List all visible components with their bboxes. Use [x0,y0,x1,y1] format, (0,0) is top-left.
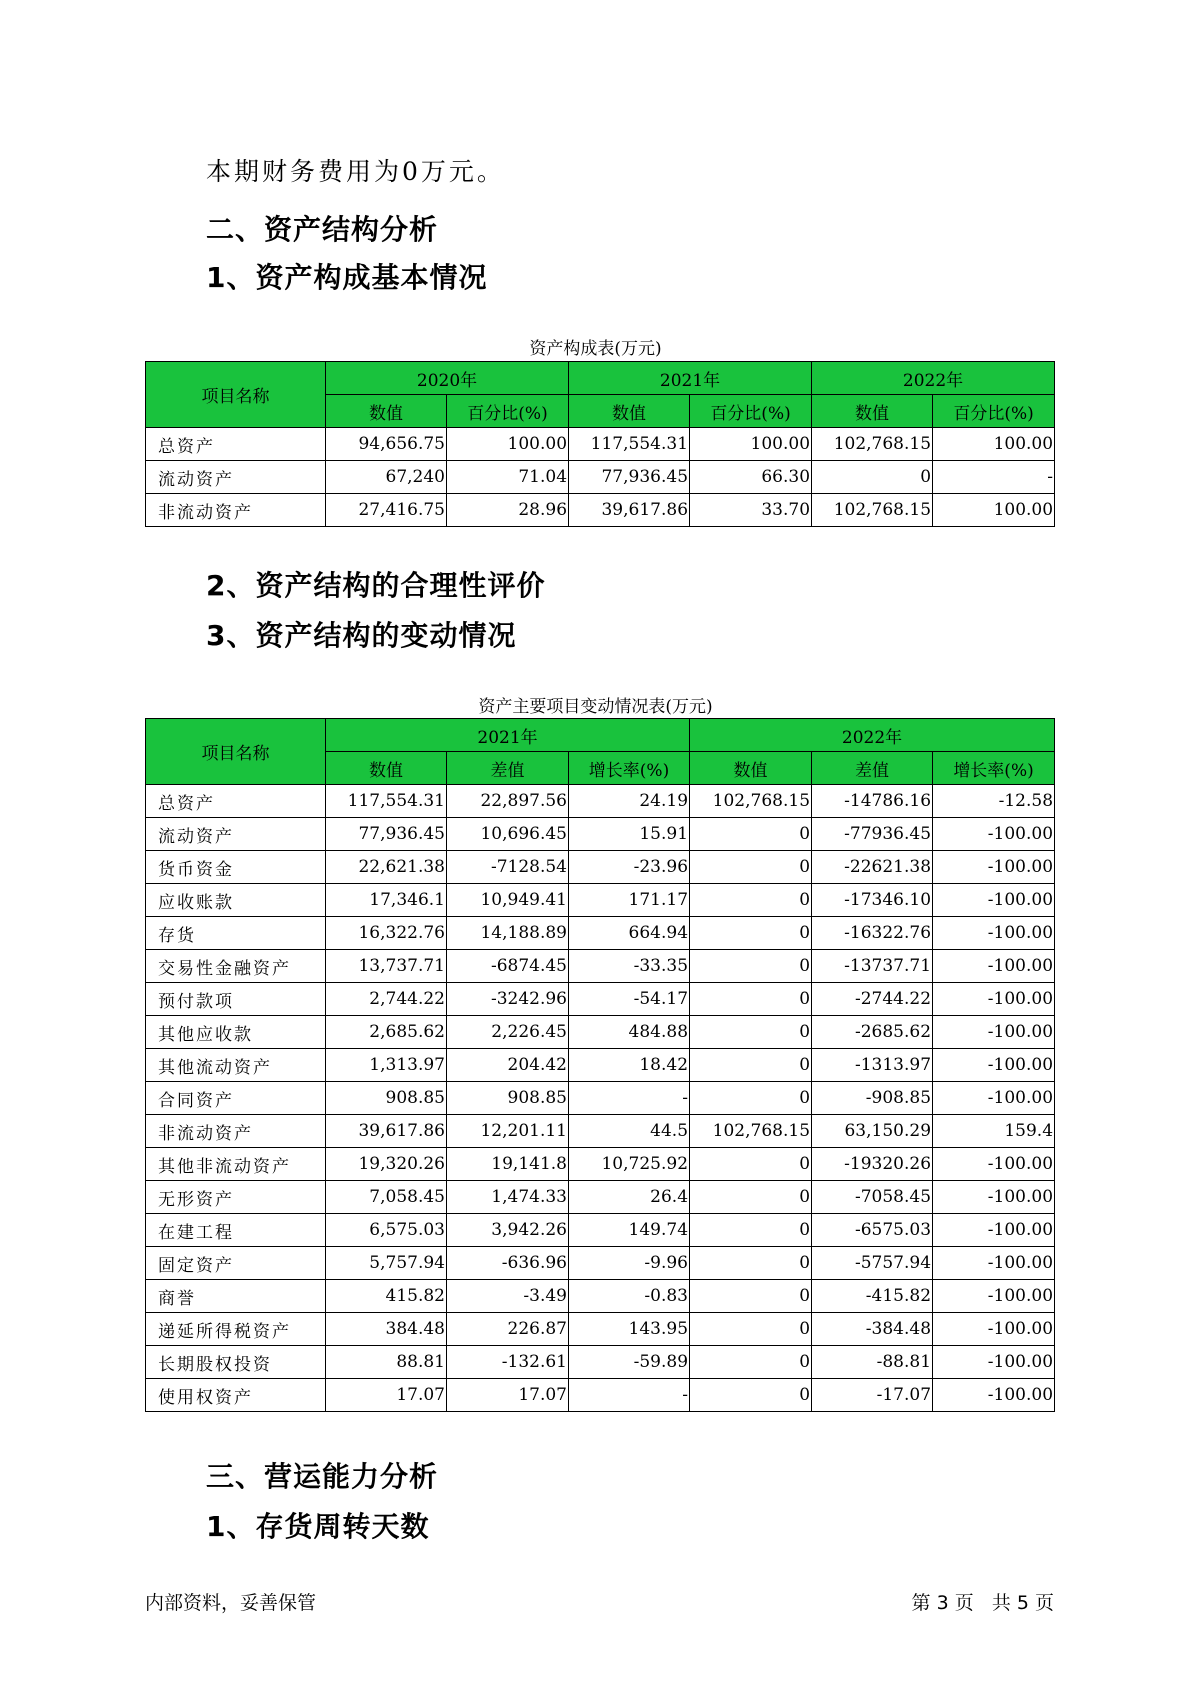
subheading-structure-reasonableness: 2、资产结构的合理性评价 [206,569,546,602]
cell-v2021: 39,617.86 [569,494,690,527]
table2-growth-header: 增长率(%) [933,752,1055,785]
cell-v2022: 0 [690,1346,812,1379]
cell-v2022: 0 [812,461,933,494]
table2-diff-header: 差值 [812,752,933,785]
cell-d2021: 2,226.45 [447,1016,569,1049]
cell-v2021: 2,685.62 [326,1016,447,1049]
row-label: 在建工程 [146,1214,326,1247]
cell-g2022: -100.00 [933,983,1055,1016]
table2-growth-header: 增长率(%) [569,752,690,785]
cell-g2021: 44.5 [569,1115,690,1148]
cell-g2022: -100.00 [933,1280,1055,1313]
table2-row [146,1247,1055,1280]
cell-v2022: 0 [690,1379,812,1412]
cell-g2022: -12.58 [933,785,1055,818]
cell-d2021: 17.07 [447,1379,569,1412]
cell-g2022: 159.4 [933,1115,1055,1148]
cell-g2021: -23.96 [569,851,690,884]
cell-v2022: 0 [690,1247,812,1280]
cell-p2021: 33.70 [690,494,812,527]
cell-d2021: 19,141.8 [447,1148,569,1181]
cell-v2022: 0 [690,950,812,983]
cell-d2021: 226.87 [447,1313,569,1346]
cell-v2022: 0 [690,1082,812,1115]
table2-row [146,1049,1055,1082]
cell-g2021: - [569,1379,690,1412]
cell-v2021: 19,320.26 [326,1148,447,1181]
table2-row [146,983,1055,1016]
cell-v2021: 17.07 [326,1379,447,1412]
cell-v2021: 88.81 [326,1346,447,1379]
cell-g2021: 24.19 [569,785,690,818]
table1-value-header: 数值 [569,395,690,428]
cell-d2022: -6575.03 [812,1214,933,1247]
cell-p2020: 28.96 [447,494,569,527]
table2-row [146,1148,1055,1181]
cell-v2021: 1,313.97 [326,1049,447,1082]
cell-d2022: -77936.45 [812,818,933,851]
cell-d2022: -17346.10 [812,884,933,917]
cell-v2022: 0 [690,983,812,1016]
row-label: 流动资产 [146,461,326,494]
cell-p2022: - [933,461,1055,494]
cell-g2021: 143.95 [569,1313,690,1346]
cell-d2021: 12,201.11 [447,1115,569,1148]
cell-d2022: -1313.97 [812,1049,933,1082]
table2-value-header: 数值 [326,752,447,785]
table2-year-header: 2021年 [326,719,690,752]
cell-p2021: 100.00 [690,428,812,461]
cell-d2021: -636.96 [447,1247,569,1280]
cell-g2021: 15.91 [569,818,690,851]
subheading-asset-composition: 1、资产构成基本情况 [206,261,488,294]
row-label: 应收账款 [146,884,326,917]
table2-row [146,1214,1055,1247]
row-label: 存货 [146,917,326,950]
cell-d2021: -6874.45 [447,950,569,983]
cell-d2022: -14786.16 [812,785,933,818]
cell-g2022: -100.00 [933,851,1055,884]
cell-d2021: 14,188.89 [447,917,569,950]
table1-row [146,428,1055,461]
cell-d2022: -19320.26 [812,1148,933,1181]
section-heading-asset-structure: 二、资产结构分析 [206,213,439,246]
cell-d2021: -7128.54 [447,851,569,884]
table1-item-header: 项目名称 [146,362,326,428]
cell-p2022: 100.00 [933,494,1055,527]
cell-d2021: 10,949.41 [447,884,569,917]
cell-p2022: 100.00 [933,428,1055,461]
table1-value-header: 数值 [812,395,933,428]
cell-v2022: 0 [690,917,812,950]
table2-row [146,851,1055,884]
row-label: 总资产 [146,785,326,818]
table2-row [146,818,1055,851]
cell-v2021: 77,936.45 [569,461,690,494]
table2-row [146,1346,1055,1379]
row-label: 合同资产 [146,1082,326,1115]
cell-g2022: -100.00 [933,1016,1055,1049]
row-label: 其他非流动资产 [146,1148,326,1181]
table2-row [146,1181,1055,1214]
cell-p2020: 71.04 [447,461,569,494]
cell-g2022: -100.00 [933,1247,1055,1280]
cell-g2022: -100.00 [933,1049,1055,1082]
cell-d2021: 204.42 [447,1049,569,1082]
cell-g2022: -100.00 [933,1082,1055,1115]
cell-v2021: 16,322.76 [326,917,447,950]
cell-d2022: 63,150.29 [812,1115,933,1148]
table1-row [146,461,1055,494]
cell-d2022: -16322.76 [812,917,933,950]
table2-value-header: 数值 [690,752,812,785]
cell-g2021: -0.83 [569,1280,690,1313]
table2-year-header: 2022年 [690,719,1055,752]
row-label: 总资产 [146,428,326,461]
cell-v2022: 0 [690,1181,812,1214]
cell-v2021: 39,617.86 [326,1115,447,1148]
cell-d2022: -5757.94 [812,1247,933,1280]
cell-g2022: -100.00 [933,950,1055,983]
cell-d2022: -2685.62 [812,1016,933,1049]
cell-d2022: -22621.38 [812,851,933,884]
table1-percent-header: 百分比(%) [690,395,812,428]
cell-g2022: -100.00 [933,1181,1055,1214]
cell-v2020: 27,416.75 [326,494,447,527]
table2-row [146,917,1055,950]
cell-g2022: -100.00 [933,818,1055,851]
section-heading-operating-capability: 三、营运能力分析 [206,1460,439,1493]
row-label: 非流动资产 [146,1115,326,1148]
cell-v2022: 0 [690,818,812,851]
cell-d2022: -88.81 [812,1346,933,1379]
cell-v2021: 7,058.45 [326,1181,447,1214]
cell-d2022: -7058.45 [812,1181,933,1214]
row-label: 固定资产 [146,1247,326,1280]
cell-v2021: 6,575.03 [326,1214,447,1247]
table2-row [146,1379,1055,1412]
cell-v2022: 0 [690,1016,812,1049]
asset-composition-table [145,361,1055,527]
table1-year-header: 2021年 [569,362,812,395]
cell-g2021: 10,725.92 [569,1148,690,1181]
asset-change-table [145,718,1055,1412]
cell-g2021: -33.35 [569,950,690,983]
table1-percent-header: 百分比(%) [933,395,1055,428]
cell-d2021: 10,696.45 [447,818,569,851]
table2-diff-header: 差值 [447,752,569,785]
cell-g2022: -100.00 [933,884,1055,917]
cell-d2021: 3,942.26 [447,1214,569,1247]
cell-g2022: -100.00 [933,1148,1055,1181]
row-label: 递延所得税资产 [146,1313,326,1346]
cell-d2021: -3.49 [447,1280,569,1313]
cell-v2021: 2,744.22 [326,983,447,1016]
cell-g2022: -100.00 [933,1313,1055,1346]
row-label: 非流动资产 [146,494,326,527]
cell-d2021: 1,474.33 [447,1181,569,1214]
cell-v2022: 0 [690,1280,812,1313]
cell-d2022: -384.48 [812,1313,933,1346]
table2-row [146,1016,1055,1049]
cell-g2022: -100.00 [933,917,1055,950]
row-label: 使用权资产 [146,1379,326,1412]
subheading-inventory-turnover-days: 1、存货周转天数 [206,1510,430,1543]
cell-d2021: 22,897.56 [447,785,569,818]
row-label: 预付款项 [146,983,326,1016]
cell-v2022: 102,768.15 [690,785,812,818]
table2-item-header: 项目名称 [146,719,326,785]
row-label: 货币资金 [146,851,326,884]
footer-confidential-note: 内部资料，妥善保管 [145,1592,317,1614]
cell-v2021: 117,554.31 [326,785,447,818]
cell-g2021: -59.89 [569,1346,690,1379]
cell-g2021: 664.94 [569,917,690,950]
row-label: 其他流动资产 [146,1049,326,1082]
subheading-structure-changes: 3、资产结构的变动情况 [206,619,517,652]
cell-v2022: 0 [690,1049,812,1082]
cell-g2022: -100.00 [933,1346,1055,1379]
cell-p2020: 100.00 [447,428,569,461]
row-label: 长期股权投资 [146,1346,326,1379]
cell-v2021: 17,346.1 [326,884,447,917]
table1-body [146,428,1055,527]
cell-g2021: 18.42 [569,1049,690,1082]
cell-g2021: -54.17 [569,983,690,1016]
cell-v2022: 102,768.15 [812,428,933,461]
cell-v2022: 102,768.15 [690,1115,812,1148]
table2-row [146,884,1055,917]
cell-v2022: 102,768.15 [812,494,933,527]
cell-g2022: -100.00 [933,1379,1055,1412]
cell-g2021: 26.4 [569,1181,690,1214]
cell-d2022: -13737.71 [812,950,933,983]
cell-v2021: 384.48 [326,1313,447,1346]
cell-d2022: -2744.22 [812,983,933,1016]
cell-v2022: 0 [690,851,812,884]
cell-v2022: 0 [690,1313,812,1346]
footer-page-number: 第 3 页 共 5 页 [911,1592,1054,1614]
cell-d2022: -908.85 [812,1082,933,1115]
row-label: 流动资产 [146,818,326,851]
table1-year-header: 2022年 [812,362,1055,395]
cell-d2021: 908.85 [447,1082,569,1115]
cell-g2021: 171.17 [569,884,690,917]
cell-v2022: 0 [690,1148,812,1181]
cell-v2021: 908.85 [326,1082,447,1115]
cell-g2021: 484.88 [569,1016,690,1049]
cell-d2021: -132.61 [447,1346,569,1379]
cell-g2022: -100.00 [933,1214,1055,1247]
table2-row [146,1115,1055,1148]
table1-value-header: 数值 [326,395,447,428]
table2-body [146,785,1055,1412]
table1-year-header: 2020年 [326,362,569,395]
cell-v2020: 67,240 [326,461,447,494]
row-label: 交易性金融资产 [146,950,326,983]
cell-v2021: 13,737.71 [326,950,447,983]
cell-v2021: 415.82 [326,1280,447,1313]
cell-v2021: 22,621.38 [326,851,447,884]
cell-g2021: 149.74 [569,1214,690,1247]
cell-d2021: -3242.96 [447,983,569,1016]
cell-v2022: 0 [690,884,812,917]
cell-d2022: -415.82 [812,1280,933,1313]
row-label: 商誉 [146,1280,326,1313]
table1-caption: 资产构成表(万元) [529,339,662,359]
table2-row [146,950,1055,983]
cell-v2020: 94,656.75 [326,428,447,461]
table2-row [146,1313,1055,1346]
table1-row [146,494,1055,527]
cell-g2021: - [569,1082,690,1115]
table2-row [146,1082,1055,1115]
cell-v2022: 0 [690,1214,812,1247]
cell-g2021: -9.96 [569,1247,690,1280]
row-label: 其他应收款 [146,1016,326,1049]
cell-p2021: 66.30 [690,461,812,494]
cell-v2021: 77,936.45 [326,818,447,851]
row-label: 无形资产 [146,1181,326,1214]
intro-paragraph: 本期财务费用为0万元。 [206,157,505,186]
cell-v2021: 117,554.31 [569,428,690,461]
table2-row [146,785,1055,818]
cell-v2021: 5,757.94 [326,1247,447,1280]
table1-percent-header: 百分比(%) [447,395,569,428]
table2-row [146,1280,1055,1313]
cell-d2022: -17.07 [812,1379,933,1412]
table2-caption: 资产主要项目变动情况表(万元) [478,697,713,717]
